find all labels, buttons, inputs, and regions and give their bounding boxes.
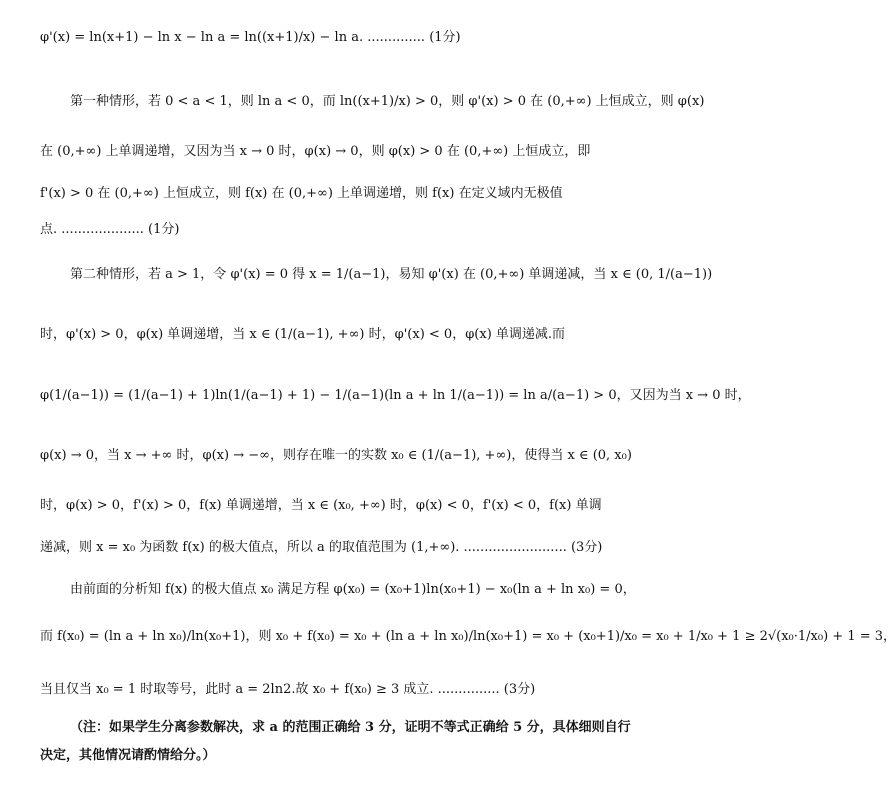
doc-line-14: 当且仅当 x₀ = 1 时取等号，此时 a = 2ln2.故 x₀ + f(x₀) ≥ 3 成立. ............... (3分) [40,682,536,697]
doc-line-7: 时，φ'(x) > 0，φ(x) 单调递增，当 x ∈ (1/(a−1), +∞) 时，φ'(x) < 0，φ(x) 单调递减.而 [40,327,566,342]
doc-line-10: 时，φ(x) > 0，f'(x) > 0，f(x) 单调递增，当 x ∈ (x₀, +∞) 时，φ(x) < 0，f'(x) < 0，f(x) 单调 [40,498,602,513]
doc-line-13: 而 f(x₀) = (ln a + ln x₀)/ln(x₀+1)，则 x₀ + f(x₀) = x₀ + (ln a + ln x₀)/ln(x₀+1) = x₀ + (x₀+1)/x₀ = x₀ + 1/x₀ + 1 ≥ 2√(x₀·1/x₀) + 1 = 3， [40,629,896,644]
doc-line-4: f'(x) > 0 在 (0,+∞) 上恒成立，则 f(x) 在 (0,+∞) 上单调递增，则 f(x) 在定义域内无极值 [40,186,563,201]
doc-line-9: φ(x) → 0，当 x → +∞ 时，φ(x) → −∞，则存在唯一的实数 x₀ ∈ (1/(a−1), +∞)，使得当 x ∈ (0, x₀) [40,448,632,463]
doc-line-2: 第一种情形，若 0 < a < 1，则 ln a < 0，而 ln((x+1)/x) > 0，则 φ'(x) > 0 在 (0,+∞) 上恒成立，则 φ(x) [70,94,705,109]
doc-line-11: 递减，则 x = x₀ 为函数 f(x) 的极大值点，所以 a 的取值范围为 (1,+∞). ......................... (3分) [40,540,603,555]
doc-line-12: 由前面的分析知 f(x) 的极大值点 x₀ 满足方程 φ(x₀) = (x₀+1)ln(x₀+1) − x₀(ln a + ln x₀) = 0， [70,582,636,597]
doc-line-5: 点. .................... (1分) [40,222,180,237]
doc-line-6: 第二种情形，若 a > 1，令 φ'(x) = 0 得 x = 1/(a−1)，易知 φ'(x) 在 (0,+∞) 单调递减，当 x ∈ (0, 1/(a−1)) [70,267,713,282]
doc-line-3: 在 (0,+∞) 上单调递增，又因为当 x → 0 时，φ(x) → 0，则 φ(x) > 0 在 (0,+∞) 上恒成立，即 [40,144,591,159]
doc-note-line-1: （注：如果学生分离参数解决，求 a 的范围正确给 3 分，证明不等式正确给 5 分，具体细则自行 [70,720,631,735]
doc-line-8: φ(1/(a−1)) = (1/(a−1) + 1)ln(1/(a−1) + 1) − 1/(a−1)(ln a + ln 1/(a−1)) = ln a/(a−1) > 0，又因为当 x → 0 时， [40,388,751,403]
doc-note-line-2: 决定，其他情况请酌情给分。） [40,748,216,763]
doc-line-1: φ'(x) = ln(x+1) − ln x − ln a = ln((x+1)/x) − ln a. .............. (1分) [40,30,461,45]
